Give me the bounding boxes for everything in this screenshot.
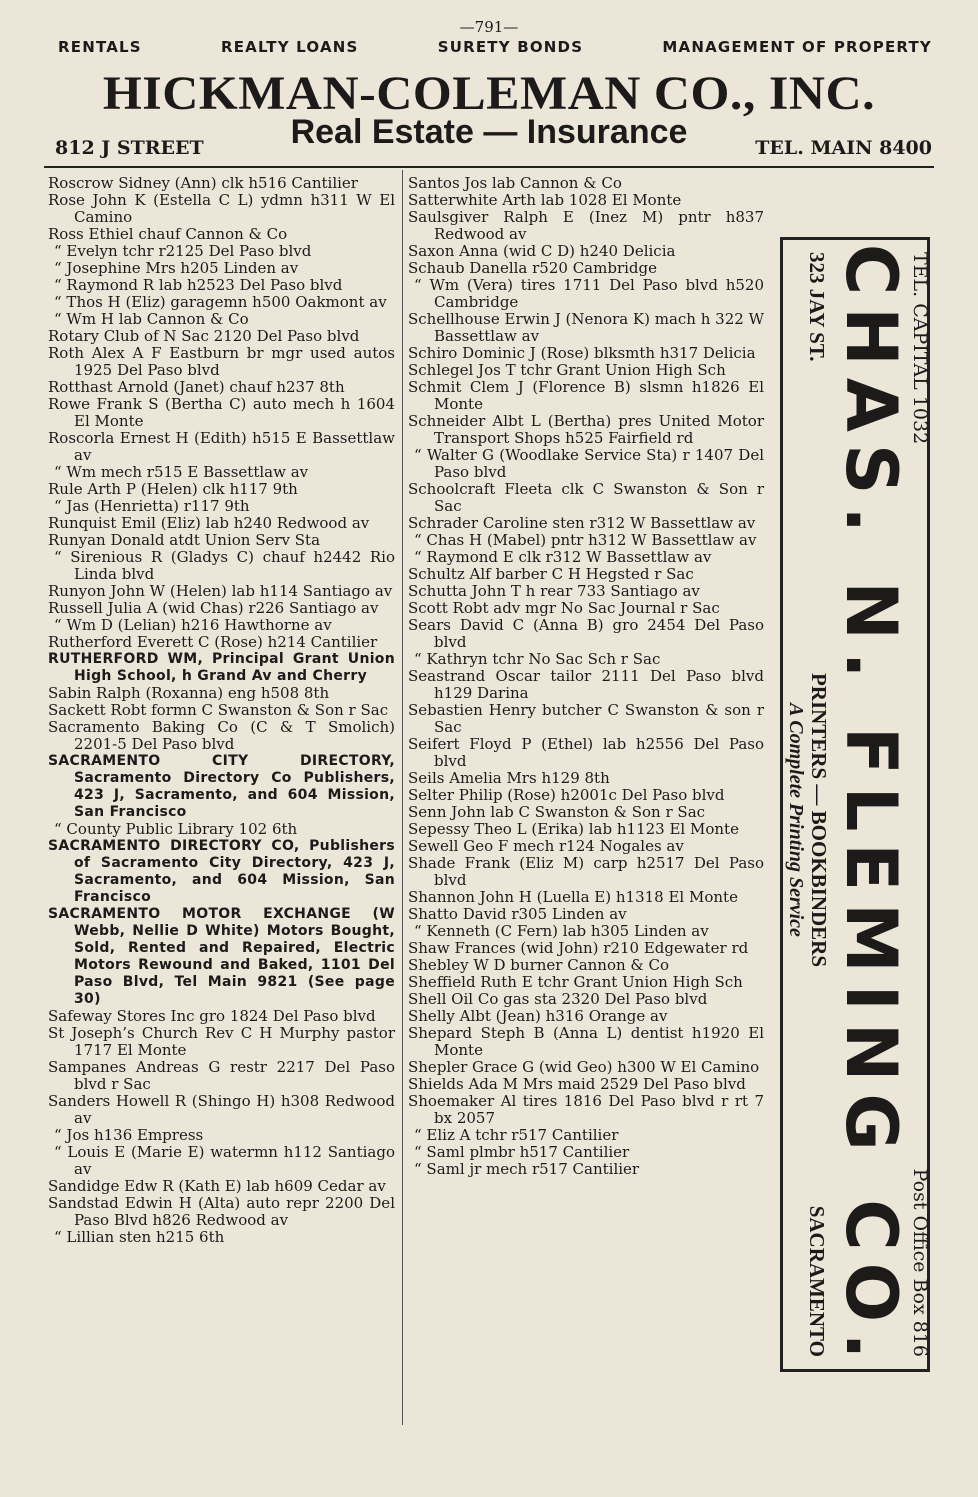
directory-entry: Shell Oil Co gas sta 2320 Del Paso blvd xyxy=(408,990,708,1008)
fleming-advertisement xyxy=(780,237,930,1372)
directory-entry: SACRAMENTO MOTOR EXCHANGE (W Webb, Nellie D White) Motors Bought, Sold, Rented and Repaired, Electric Motors Rewound and Baked, 1101 Del Paso Blvd, Tel Main 9821 (See page 30) xyxy=(48,906,395,1007)
directory-entry: Sacramento Baking Co (C & T Smolich) 2201-5 Del Paso blvd xyxy=(48,718,395,753)
directory-entry: Rotthast Arnold (Janet) chauf h237 8th xyxy=(48,378,345,396)
directory-entry: Schutta John T h rear 733 Santiago av xyxy=(408,582,700,600)
directory-entry: Scott Robt adv mgr No Sac Journal r Sac xyxy=(408,599,720,617)
directory-entry: Schultz Alf barber C H Hegsted r Sac xyxy=(408,565,694,583)
column-divider xyxy=(402,170,403,1425)
directory-entry: Sepessy Theo L (Erika) lab h1123 El Monte xyxy=(408,820,739,838)
directory-entry: “ Wm D (Lelian) h216 Hawthorne av xyxy=(54,616,332,634)
directory-entry: Sewell Geo F mech r124 Nogales av xyxy=(408,837,684,855)
header-rule xyxy=(44,166,934,168)
directory-entry: Runyan Donald atdt Union Serv Sta xyxy=(48,531,321,549)
directory-entry: Rowe Frank S (Bertha C) auto mech h 1604 El Monte xyxy=(48,395,395,430)
directory-entry: Schiro Dominic J (Rose) blksmth h317 Delicia xyxy=(408,344,756,362)
directory-entry: “ Raymond R lab h2523 Del Paso blvd xyxy=(54,276,343,294)
ad-service: A Complete Printing Service xyxy=(785,703,807,937)
directory-entry: RUTHERFORD WM, Principal Grant Union High School, h Grand Av and Cherry xyxy=(48,651,395,684)
ad-city: SACRAMENTO xyxy=(805,1205,829,1357)
directory-entry: “ County Public Library 102 6th xyxy=(54,820,298,838)
directory-entry: Runquist Emil (Eliz) lab h240 Redwood av xyxy=(48,514,370,532)
directory-entry: Schrader Caroline sten r312 W Bassettlaw av xyxy=(408,514,756,532)
directory-entry: “ Eliz A tchr r517 Cantilier xyxy=(414,1126,619,1144)
directory-entry: Rutherford Everett C (Rose) h214 Cantilier xyxy=(48,633,378,651)
firm-address: 812 J STREET xyxy=(55,137,204,159)
directory-entry: Sheffield Ruth E tchr Grant Union High Sch xyxy=(408,973,743,991)
directory-entry: Shade Frank (Eliz M) carp h2517 Del Paso blvd xyxy=(408,854,764,889)
firm-tagline: Real Estate — Insurance xyxy=(290,113,688,151)
directory-entry: Schlegel Jos T tchr Grant Union High Sch xyxy=(408,361,726,379)
directory-entry: Sears David C (Anna B) gro 2454 Del Paso blvd xyxy=(408,616,764,651)
directory-entry: “ Chas H (Mabel) pntr h312 W Bassettlaw av xyxy=(414,531,757,549)
directory-entry: Saxon Anna (wid C D) h240 Delicia xyxy=(408,242,676,260)
directory-entry: Rotary Club of N Sac 2120 Del Paso blvd xyxy=(48,327,360,345)
directory-entry: Shepler Grace G (wid Geo) h300 W El Camino xyxy=(408,1058,760,1076)
label-management: MANAGEMENT OF PROPERTY xyxy=(662,38,932,56)
directory-entry: Sandstad Edwin H (Alta) auto repr 2200 Del Paso Blvd h826 Redwood av xyxy=(48,1194,395,1229)
directory-entry: “ Evelyn tchr r2125 Del Paso blvd xyxy=(54,242,312,260)
directory-entry: “ Saml jr mech r517 Cantilier xyxy=(414,1160,640,1178)
directory-entry: Sandidge Edw R (Kath E) lab h609 Cedar av xyxy=(48,1177,386,1195)
directory-entry: Rule Arth P (Helen) clk h117 9th xyxy=(48,480,298,498)
directory-entry: “ Jos h136 Empress xyxy=(54,1126,204,1144)
directory-entry: Ross Ethiel chauf Cannon & Co xyxy=(48,225,288,243)
directory-entry: Satterwhite Arth lab 1028 El Monte xyxy=(408,191,682,209)
directory-entry: “ Wm mech r515 E Bassettlaw av xyxy=(54,463,309,481)
directory-entry: “ Kathryn tchr No Sac Sch r Sac xyxy=(414,650,661,668)
directory-column-right xyxy=(408,175,764,1178)
directory-entry: “ Wm H lab Cannon & Co xyxy=(54,310,249,328)
directory-entry: Senn John lab C Swanston & Son r Sac xyxy=(408,803,706,821)
directory-entry: “ Louis E (Marie E) watermn h112 Santiago av xyxy=(54,1143,395,1178)
firm-name: HICKMAN-COLEMAN CO., INC. xyxy=(102,66,876,120)
directory-entry: Safeway Stores Inc gro 1824 Del Paso blvd xyxy=(48,1007,376,1025)
directory-entry: “ Sirenious R (Gladys C) chauf h2442 Rio Linda blvd xyxy=(54,548,395,583)
directory-entry: Runyon John W (Helen) lab h114 Santiago av xyxy=(48,582,393,600)
directory-entry: “ Lillian sten h215 6th xyxy=(54,1228,225,1246)
directory-entry: “ Kenneth (C Fern) lab h305 Linden av xyxy=(414,922,709,940)
directory-entry: SACRAMENTO DIRECTORY CO, Publishers of Sacramento City Directory, 423 J, Sacramento, and 604 Mission, San Francisco xyxy=(48,838,395,905)
directory-entry: Seastrand Oscar tailor 2111 Del Paso blvd h129 Darina xyxy=(408,667,764,702)
directory-entry: Shaw Frances (wid John) r210 Edgewater rd xyxy=(408,939,749,957)
directory-entry: Sabin Ralph (Roxanna) eng h508 8th xyxy=(48,684,330,702)
directory-entry: Shebley W D burner Cannon & Co xyxy=(408,956,670,974)
firm-telephone: TEL. MAIN 8400 xyxy=(755,137,932,159)
directory-entry: Shoemaker Al tires 1816 Del Paso blvd r rt 7 bx 2057 xyxy=(408,1092,764,1127)
directory-entry: Seifert Floyd P (Ethel) lab h2556 Del Paso blvd xyxy=(408,735,764,770)
directory-entry: Rose John K (Estella C L) ydmn h311 W El Camino xyxy=(48,191,395,226)
directory-entry: Roth Alex A F Eastburn br mgr used autos 1925 Del Paso blvd xyxy=(48,344,395,379)
page-number: —791— xyxy=(459,18,519,36)
ad-po-box: Post Office Box 816 xyxy=(909,1168,931,1357)
directory-entry: Shepard Steph B (Anna L) dentist h1920 El Monte xyxy=(408,1024,764,1059)
ad-telephone: TEL. CAPITAL 1032 xyxy=(909,252,931,445)
directory-entry: Roscrow Sidney (Ann) clk h516 Cantilier xyxy=(48,174,358,192)
directory-entry: Sanders Howell R (Shingo H) h308 Redwood av xyxy=(48,1092,395,1127)
directory-entry: Schellhouse Erwin J (Nenora K) mach h 322 W Bassettlaw av xyxy=(408,310,764,345)
directory-entry: Sampanes Andreas G restr 2217 Del Paso blvd r Sac xyxy=(48,1058,395,1093)
directory-entry: Selter Philip (Rose) h2001c Del Paso blvd xyxy=(408,786,725,804)
directory-entry: Schneider Albt L (Bertha) pres United Motor Transport Shops h525 Fairfield rd xyxy=(408,412,764,447)
directory-entry: “ Saml plmbr h517 Cantilier xyxy=(414,1143,630,1161)
directory-entry: “ Wm (Vera) tires 1711 Del Paso blvd h520 Cambridge xyxy=(414,276,764,311)
directory-entry: “ Thos H (Eliz) garagemn h500 Oakmont av xyxy=(54,293,387,311)
directory-column-left xyxy=(48,175,395,1246)
label-surety-bonds: SURETY BONDS xyxy=(437,38,584,56)
directory-entry: Shields Ada M Mrs maid 2529 Del Paso blvd xyxy=(408,1075,746,1093)
directory-entry: SACRAMENTO CITY DIRECTORY, Sacramento Directory Co Publishers, 423 J, Sacramento, and 604 Mission, San Francisco xyxy=(48,753,395,820)
label-rentals: RENTALS xyxy=(58,38,142,56)
directory-entry: Sackett Robt formn C Swanston & Son r Sac xyxy=(48,701,389,719)
directory-entry: “ Walter G (Woodlake Service Sta) r 1407 Del Paso blvd xyxy=(414,446,764,481)
directory-entry: Sebastien Henry butcher C Swanston & son r Sac xyxy=(408,701,764,736)
directory-entry: Schaub Danella r520 Cambridge xyxy=(408,259,657,277)
directory-entry: Shelly Albt (Jean) h316 Orange av xyxy=(408,1007,668,1025)
directory-entry: Shatto David r305 Linden av xyxy=(408,905,627,923)
directory-entry: Schmit Clem J (Florence B) slsmn h1826 El Monte xyxy=(408,378,764,413)
directory-entry: Saulsgiver Ralph E (Inez M) pntr h837 Redwood av xyxy=(408,208,764,243)
ad-trade: PRINTERS — BOOKBINDERS xyxy=(807,672,831,968)
ad-company-name: CHAS. N. FLEMING CO. xyxy=(830,243,912,1372)
directory-entry: Schoolcraft Fleeta clk C Swanston & Son r Sac xyxy=(408,480,764,515)
directory-entry: “ Jas (Henrietta) r117 9th xyxy=(54,497,250,515)
directory-entry: Santos Jos lab Cannon & Co xyxy=(408,174,622,192)
directory-entry: Roscorla Ernest H (Edith) h515 E Bassettlaw av xyxy=(48,429,395,464)
directory-entry: “ Josephine Mrs h205 Linden av xyxy=(54,259,299,277)
ad-street: 323 JAY ST. xyxy=(805,252,829,362)
directory-entry: Seils Amelia Mrs h129 8th xyxy=(408,769,610,787)
label-realty-loans: REALTY LOANS xyxy=(220,38,359,56)
directory-entry: Shannon John H (Luella E) h1318 El Monte xyxy=(408,888,738,906)
top-labels xyxy=(58,38,932,56)
directory-entry: Russell Julia A (wid Chas) r226 Santiago av xyxy=(48,599,379,617)
directory-entry: St Joseph’s Church Rev C H Murphy pastor 1717 El Monte xyxy=(48,1024,395,1059)
directory-entry: “ Raymond E clk r312 W Bassettlaw av xyxy=(414,548,712,566)
